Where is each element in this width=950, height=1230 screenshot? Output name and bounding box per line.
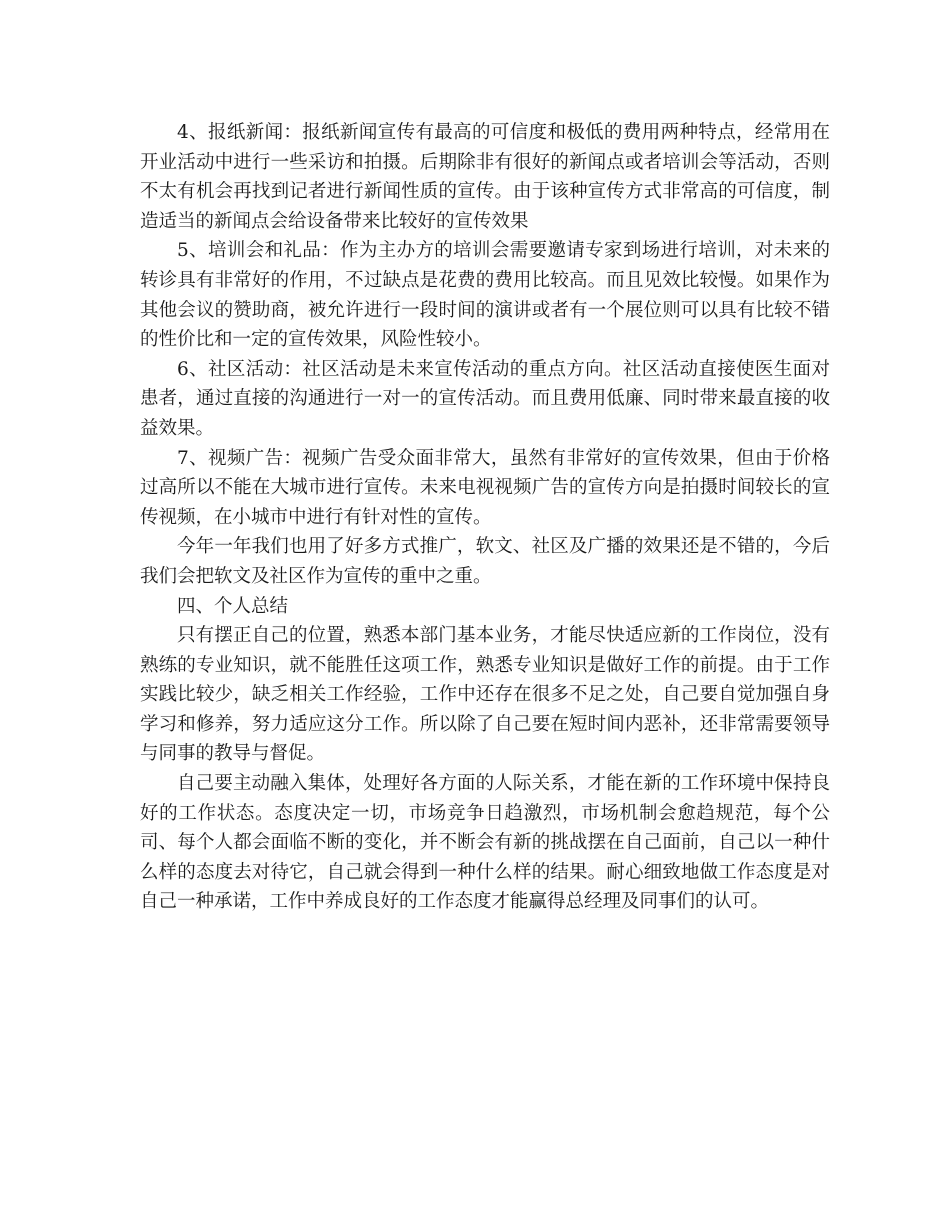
paragraph-newspaper-news: 4、报纸新闻：报纸新闻宣传有最高的可信度和极低的费用两种特点，经常用在开业活动中进行一些采访和拍摄。后期除非有很好的新闻点或者培训会等活动，否则不太有机会再找到记者进行新闻性质的宣传。由于该种宣传方式非常高的可信度，制造适当的新闻点会给设备带来比较好的宣传效果 [140, 122, 830, 232]
paragraph-training-and-gifts: 5、培训会和礼品：作为主办方的培训会需要邀请专家到场进行培训，对未来的转诊具有非常好的作用，不过缺点是花费的费用比较高。而且见效比较慢。如果作为其他会议的赞助商，被允许进行一段时间的演讲或者有一个展位则可以具有比较不错的性价比和一定的宣传效果，风险性较小。 [140, 240, 830, 351]
paragraph-personal-position: 只有摆正自己的位置，熟悉本部门基本业务，才能尽快适应新的工作岗位，没有熟练的专业知识，就不能胜任这项工作，熟悉专业知识是做好工作的前提。由于工作实践比较少，缺乏相关工作经验，工作中还存在很多不足之处，自己要自觉加强自身学习和修养，努力适应这分工作。所以除了自己要在短时间内恶补，还非常需要领导与同事的教导与督促。 [140, 625, 830, 765]
paragraph-personal-attitude: 自己要主动融入集体，处理好各方面的人际关系，才能在新的工作环境中保持良好的工作状态。态度决定一切，市场竞争日趋激烈，市场机制会愈趋规范，每个公司、每个人都会面临不断的变化，并不断会有新的挑战摆在自己面前，自己以一种什么样的态度去对待它，自己就会得到一种什么样的结果。耐心细致地做工作态度是对自己一种承诺，工作中养成良好的工作态度才能赢得总经理及同事们的认可。 [140, 773, 830, 913]
paragraph-community-activities: 6、社区活动：社区活动是未来宣传活动的重点方向。社区活动直接使医生面对患者，通过直接的沟通进行一对一的宣传活动。而且费用低廉、同时带来最直接的收益效果。 [140, 358, 830, 439]
paragraph-video-ads: 7、视频广告：视频广告受众面非常大，虽然有非常好的宣传效果，但由于价格过高所以不能在大城市进行宣传。未来电视视频广告的宣传方向是拍摄时间较长的宣传视频，在小城市中进行有针对性的宣传。 [140, 447, 830, 528]
document-body [140, 118, 830, 917]
section-heading-personal-summary: 四、个人总结 [177, 595, 289, 617]
paragraph-year-summary: 今年一年我们也用了好多方式推广，软文、社区及广播的效果还是不错的，今后我们会把软文及社区作为宣传的重中之重。 [140, 536, 830, 587]
